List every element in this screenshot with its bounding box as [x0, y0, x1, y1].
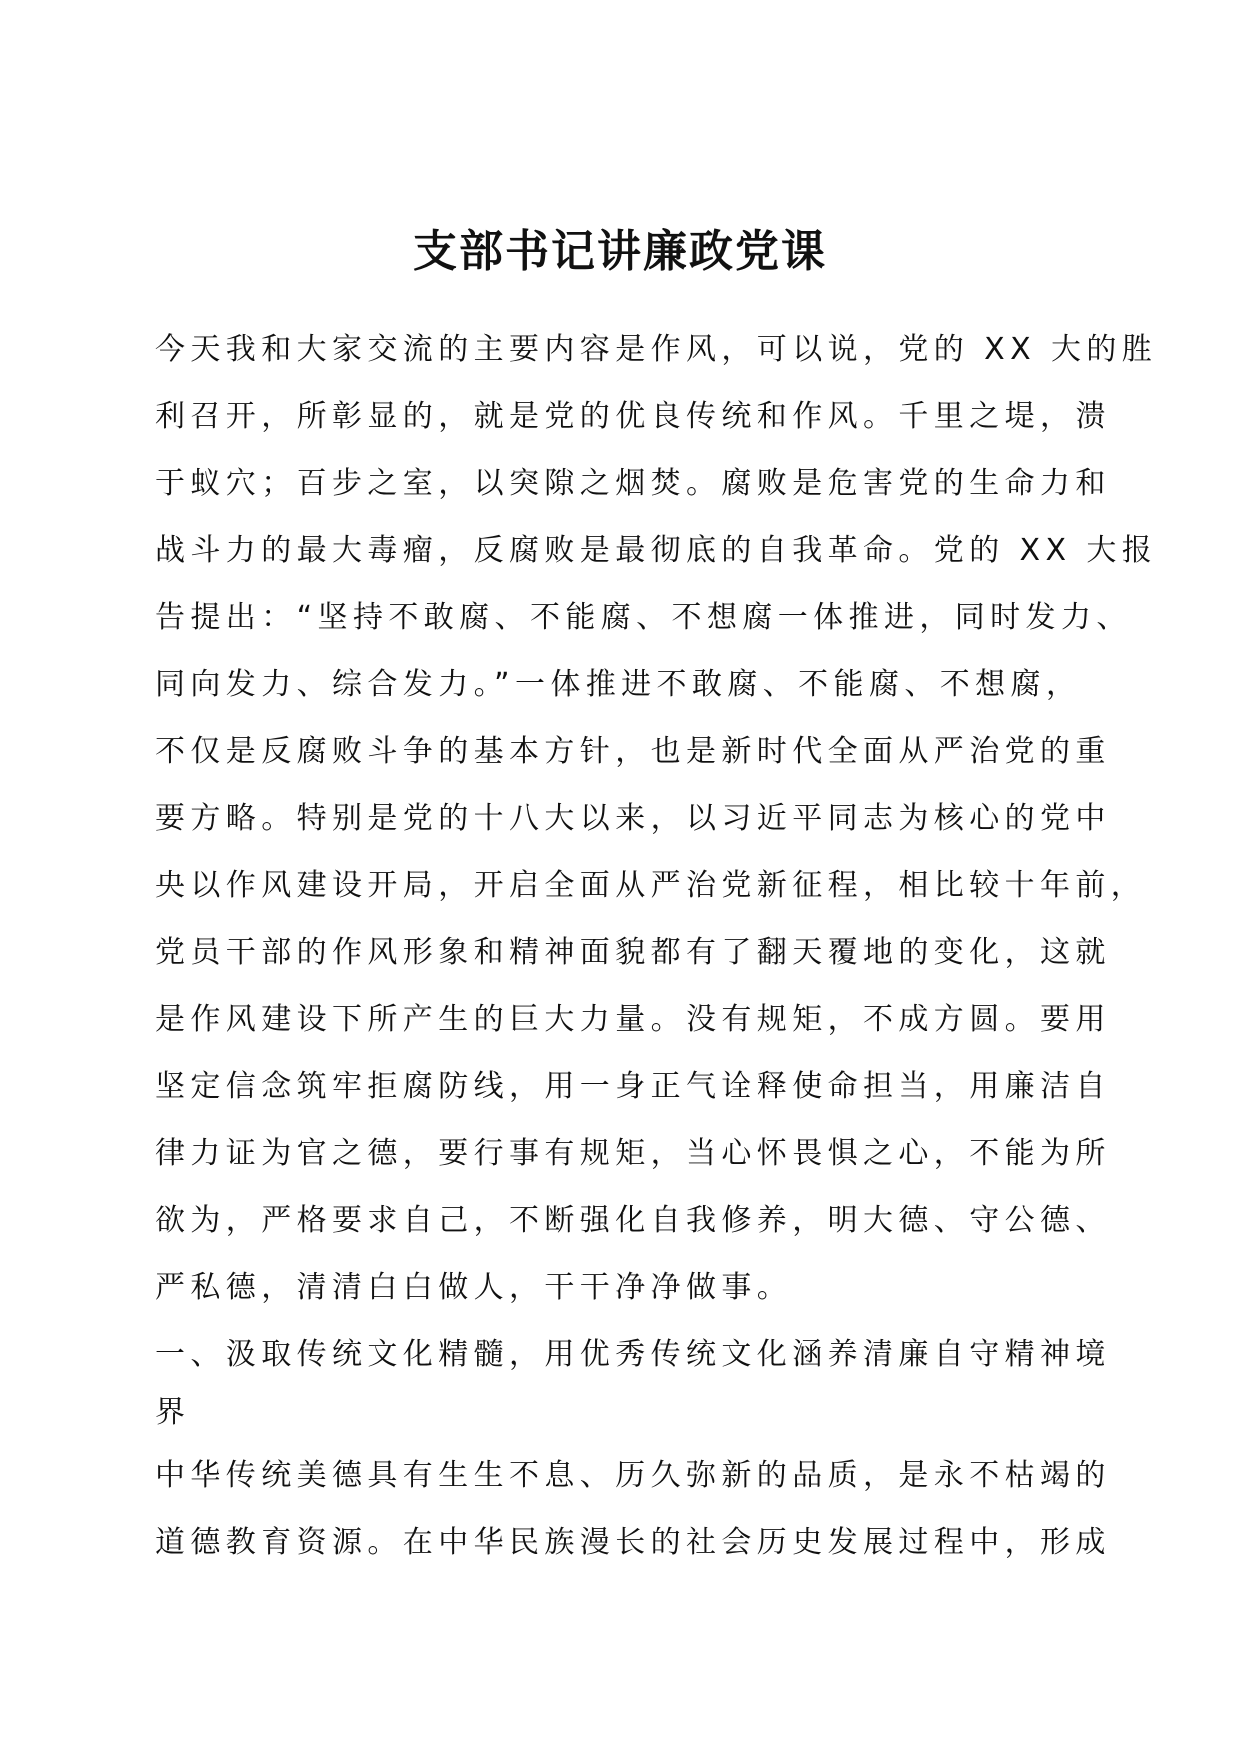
- body-line: 央以作风建设开局，开启全面从严治党新征程，相比较十年前，: [155, 868, 1147, 903]
- body-line: 不仅是反腐败斗争的基本方针，也是新时代全面从严治党的重: [155, 734, 1111, 769]
- body-line: 战斗力的最大毒瘤，反腐败是最彻底的自我革命。党的 XX 大报: [155, 533, 1158, 568]
- body-line: 严私德，清清白白做人，干干净净做事。: [155, 1270, 793, 1305]
- body-line: 要方略。特别是党的十八大以来，以习近平同志为核心的党中: [155, 801, 1111, 836]
- document-body: [155, 316, 1158, 1576]
- body-line: 中华传统美德具有生生不息、历久弥新的品质，是永不枯竭的: [155, 1458, 1111, 1493]
- body-line: 欲为，严格要求自己，不断强化自我修养，明大德、守公德、: [155, 1203, 1111, 1238]
- body-line: 同向发力、综合发力。”一体推进不敢腐、不能腐、不想腐，: [155, 667, 1082, 702]
- document-title: 支部书记讲廉政党课: [413, 226, 827, 277]
- body-line: 利召开，所彰显的，就是党的优良传统和作风。千里之堤，溃: [155, 399, 1111, 434]
- section-heading-line: 界: [155, 1395, 191, 1430]
- body-line: 道德教育资源。在中华民族漫长的社会历史发展过程中，形成: [155, 1525, 1111, 1560]
- section-heading-line: 一、汲取传统文化精髓，用优秀传统文化涵养清廉自守精神境: [155, 1337, 1111, 1372]
- body-line: 党员干部的作风形象和精神面貌都有了翻天覆地的变化，这就: [155, 935, 1111, 970]
- body-line: 今天我和大家交流的主要内容是作风，可以说，党的 XX 大的胜: [155, 332, 1158, 367]
- body-line: 于蚁穴；百步之室，以突隙之烟焚。腐败是危害党的生命力和: [155, 466, 1111, 501]
- body-line: 律力证为官之德，要行事有规矩，当心怀畏惧之心，不能为所: [155, 1136, 1111, 1171]
- body-line: 是作风建设下所产生的巨大力量。没有规矩，不成方圆。要用: [155, 1002, 1111, 1037]
- body-line: 坚定信念筑牢拒腐防线，用一身正气诠释使命担当，用廉洁自: [155, 1069, 1111, 1104]
- body-line: 告提出：“坚持不敢腐、不能腐、不想腐一体推进，同时发力、: [155, 600, 1132, 635]
